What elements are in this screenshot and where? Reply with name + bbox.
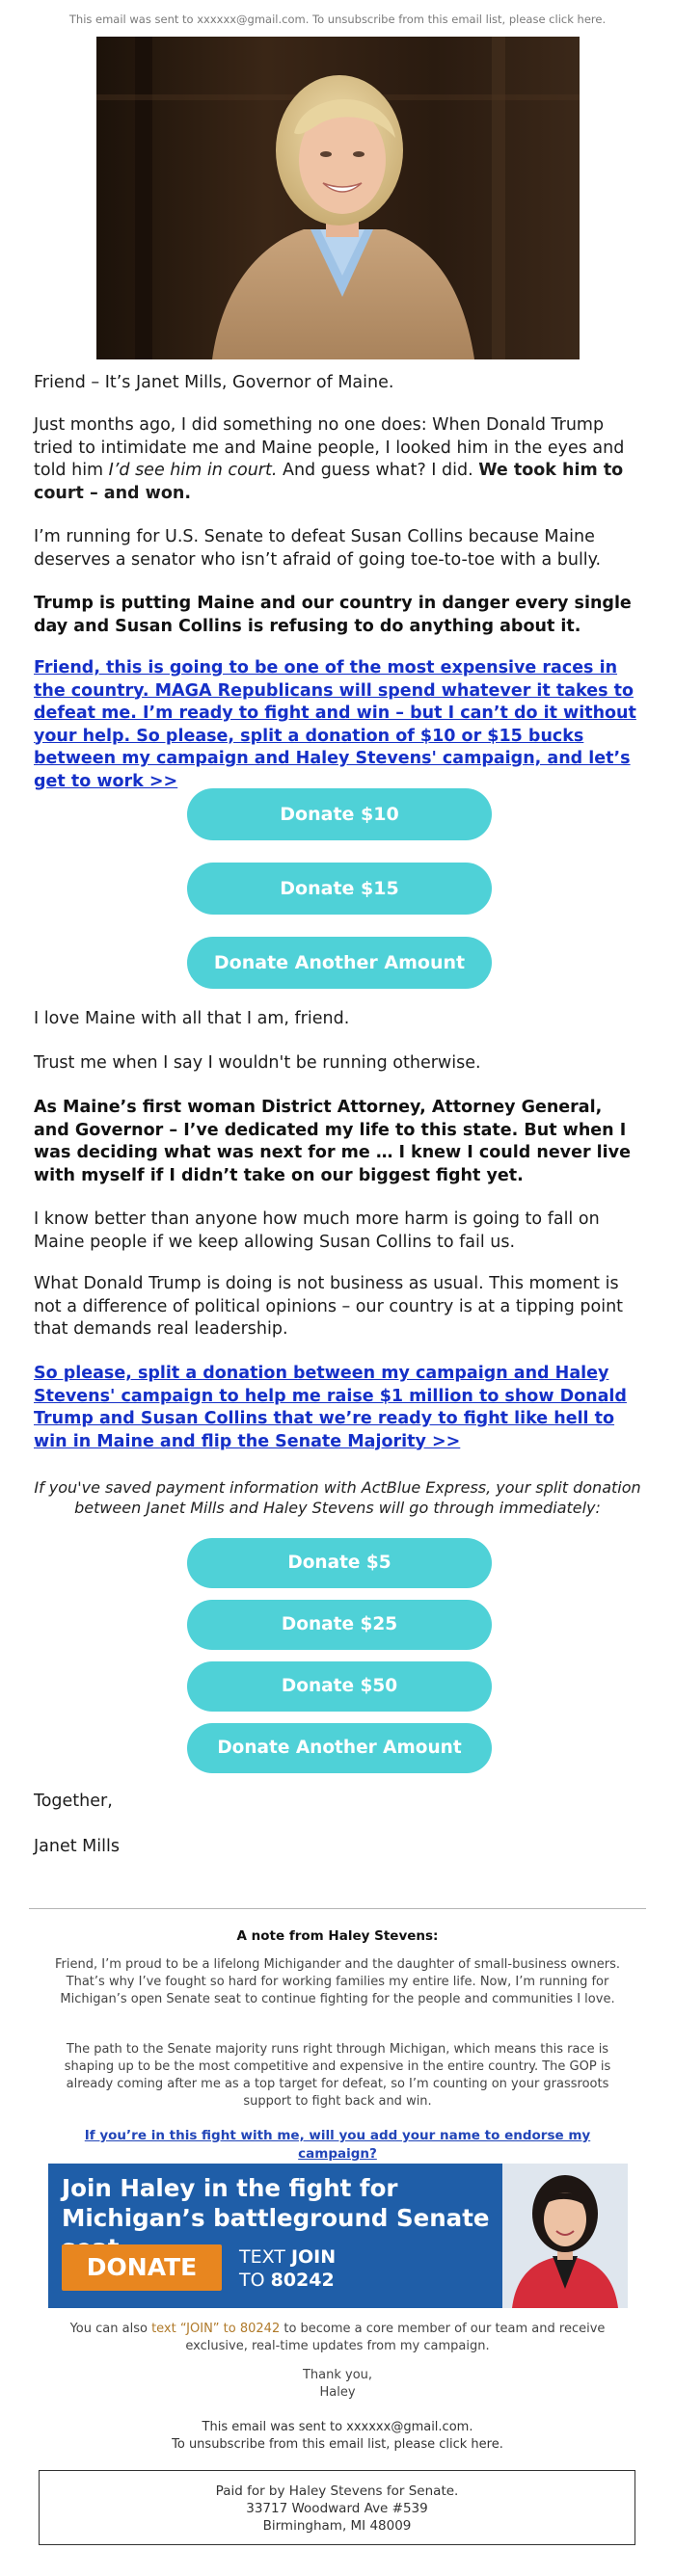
- note-title-block: [48, 1928, 627, 1944]
- note-p1: Friend, I’m proud to be a lifelong Michigander and the daughter of small-business owners. That’s why I’ve fought so hard for working families my entire life. Now, I’m running for Michigan’s open Senate seat to continue fighting for the people and communities I love.: [55, 1957, 620, 2006]
- note-paragraph-1: [48, 1956, 627, 2008]
- actblue-note-block: [29, 1477, 646, 1518]
- greeting: Friend – It’s Janet Mills, Governor of Maine.: [34, 373, 394, 392]
- banner-number: 80242: [270, 2270, 335, 2291]
- paragraph-danger: [34, 593, 643, 638]
- paragraph-trust: [34, 1052, 643, 1076]
- banner-join-word: JOIN: [290, 2246, 337, 2268]
- donate-another-amount-button-2[interactable]: Donate Another Amount: [187, 1723, 492, 1773]
- thanks: Thank you,: [302, 2368, 373, 2382]
- para4-text: I love Maine with all that I am, friend.: [34, 1009, 350, 1028]
- donate-50-button[interactable]: Donate $50: [187, 1661, 492, 1712]
- paragraph-harm: [34, 1208, 643, 1254]
- thanks-name: Haley: [319, 2385, 356, 2400]
- paragraph-love: [34, 1008, 643, 1031]
- paragraph-senate: [34, 526, 643, 571]
- haley-photo: [502, 2164, 628, 2308]
- donate-10-button[interactable]: Donate $10: [187, 788, 492, 840]
- paid-for-line-3: Birmingham, MI 48009: [262, 2518, 412, 2534]
- banner-text-join: [239, 2245, 336, 2292]
- para1-text: Just months ago, I did something no one does: When Donald Trump tried to intimidate me and Maine people, I looked him in the eyes and told him: [34, 415, 625, 480]
- para7-text: I know better than anyone how much more harm is going to fall on Maine people if we keep allowing Susan Collins to fail us.: [34, 1209, 600, 1252]
- closing: Together,: [34, 1792, 113, 1811]
- preheader-text[interactable]: This email was sent to xxxxxx@gmail.com. To unsubscribe from this email list, please click here.: [68, 13, 607, 26]
- para1-text2: And guess what? I did.: [277, 461, 479, 480]
- donate-link-2-block: [34, 1363, 643, 1453]
- note-paragraph-2: [48, 2041, 627, 2111]
- haley-banner[interactable]: [48, 2164, 628, 2308]
- banner-donate-button[interactable]: DONATE: [62, 2244, 222, 2291]
- donate-another-amount-button[interactable]: Donate Another Amount: [187, 937, 492, 989]
- text-join-paragraph: [48, 2321, 627, 2355]
- para1-italic: I’d see him in court.: [108, 461, 278, 480]
- actblue-note: If you've saved payment information with ActBlue Express, your split donation between Janet Mills and Haley Stevens will go through immediately:: [34, 1478, 641, 1517]
- paid-for-line-2: 33717 Woodward Ave #539: [246, 2501, 428, 2516]
- signature-block: [34, 1836, 643, 1859]
- endorse-link[interactable]: If you’re in this fight with me, will you add your name to endorse my campaign?: [84, 2128, 591, 2162]
- donate-25-button[interactable]: Donate $25: [187, 1600, 492, 1650]
- hero-photo: [96, 37, 580, 359]
- text-join-post: to become a core member of our team and receive exclusive, real-time updates from my campaign.: [185, 2322, 606, 2353]
- donate-link-1-block: [34, 657, 643, 793]
- note-p2: The path to the Senate majority runs right through Michigan, which means this race is shaping up to be the most competitive and expensive in the entire country. The GOP is already coming after me as a top target for defeat, so I’m counting on your grassroots support to fight back and win.: [64, 2042, 611, 2109]
- donate-15-button[interactable]: Donate $15: [187, 863, 492, 915]
- banner-text-word: TEXT: [239, 2246, 285, 2268]
- banner-title: Join Haley in the fight for Michigan’s battleground Senate: [62, 2174, 490, 2232]
- donate-link-2[interactable]: So please, split a donation between my campaign and Haley Stevens' campaign to help me raise $1 million to show Donald Trump and Susan Collins that we’re ready to fight like hell to win in Maine and flip the Senate Majority >>: [34, 1364, 627, 1451]
- banner-to-word: TO: [239, 2270, 265, 2291]
- text-join-pre: You can also: [69, 2322, 152, 2336]
- footer-sent-block: [48, 2419, 627, 2454]
- note-title: A note from Haley Stevens:: [236, 1928, 439, 1944]
- paid-for-box: [39, 2470, 635, 2545]
- signature: Janet Mills: [34, 1837, 120, 1856]
- donate-5-button[interactable]: Donate $5: [187, 1538, 492, 1588]
- text-join-keyword[interactable]: text “JOIN” to 80242: [151, 2322, 281, 2336]
- para1-bold: We took him to court – and won.: [34, 461, 624, 503]
- footer-sent: This email was sent to xxxxxx@gmail.com.: [202, 2420, 473, 2434]
- para8-text: What Donald Trump is doing is not business as usual. This moment is not a difference of political opinions – our country is at a tipping point that demands real leadership.: [34, 1274, 624, 1339]
- endorse-link-block: [48, 2125, 627, 2162]
- closing-block: [34, 1791, 643, 1814]
- thanks-block: [48, 2367, 627, 2402]
- paid-for-line-1: Paid for by Haley Stevens for Senate.: [215, 2483, 459, 2499]
- donate-link-1[interactable]: Friend, this is going to be one of the most expensive races in the country. MAGA Republicans will spend whatever it takes to defeat me. I’m ready to fight and win – but I can’t do it without your help. So please, split a donation of $10 or $15 bucks between my campaign and Haley Stevens' campaign, and let’s get to work >>: [34, 658, 636, 791]
- paragraph-court: [34, 414, 643, 505]
- paragraph-dedicated: [34, 1097, 643, 1187]
- para6-text: As Maine’s first woman District Attorney, Attorney General, and Governor – I’ve dedicated my life to this state. But when I was deciding what was next for me … I knew I could never live with myself if I didn’t take on our biggest fight yet.: [34, 1098, 631, 1185]
- para3-text: Trump is putting Maine and our country in danger every single day and Susan Collins is refusing to do anything about it.: [34, 594, 632, 636]
- para2-text: I’m running for U.S. Senate to defeat Susan Collins because Maine deserves a senator who isn’t afraid of going toe-to-toe with a bully.: [34, 527, 602, 570]
- para5-text: Trust me when I say I wouldn't be running otherwise.: [34, 1053, 481, 1073]
- paragraph-tipping-point: [34, 1273, 643, 1341]
- footer-unsubscribe[interactable]: To unsubscribe from this email list, please click here.: [172, 2437, 503, 2452]
- email-body: [34, 372, 643, 395]
- section-divider: [29, 1908, 646, 1909]
